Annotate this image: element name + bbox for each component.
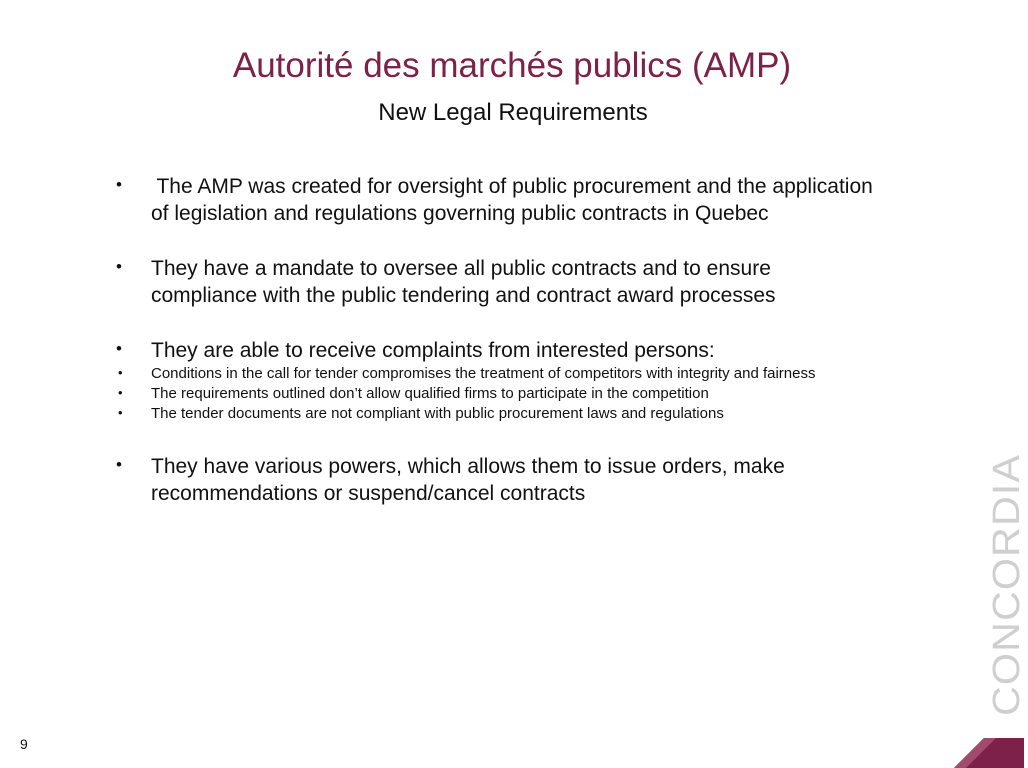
bullet-text: [151, 453, 785, 507]
bullet-text: [151, 255, 776, 309]
bullet-line: of legislation and regulations governing public contracts in Quebec: [151, 202, 769, 225]
bullet-marker: •: [116, 257, 122, 276]
slide-title: Autorité des marchés publics (AMP): [232, 46, 792, 85]
bullet-line: compliance with the public tendering and contract award processes: [151, 284, 776, 307]
bullet-marker: •: [118, 405, 123, 420]
bullet-line: They are able to receive complaints from interested persons:: [151, 339, 715, 362]
bullet-text: The tender documents are not compliant with public procurement laws and regulations: [151, 405, 724, 422]
bullet-line: recommendations or suspend/cancel contracts: [151, 482, 586, 505]
corner-accent-shape: [954, 738, 1024, 768]
bullet-text: [151, 337, 715, 364]
bullet-marker: •: [118, 365, 123, 380]
page-number: 9: [20, 736, 28, 752]
wordmark-text: CONCORDIA: [986, 474, 1028, 716]
bullet-marker: •: [116, 339, 122, 358]
bullet-line: They have various powers, which allows them to issue orders, make: [151, 455, 785, 478]
concordia-wordmark-logo: [988, 452, 1028, 716]
slide-subtitle: New Legal Requirements: [378, 99, 648, 126]
bullet-line: The AMP was created for oversight of public procurement and the application: [151, 175, 873, 198]
bullet-marker: •: [116, 455, 122, 474]
bullet-text: [151, 173, 873, 227]
bullet-text: The requirements outlined don’t allow qualified firms to participate in the competition: [151, 385, 709, 402]
bullet-marker: •: [118, 385, 123, 400]
bullet-text: Conditions in the call for tender compromises the treatment of competitors with integrity and fairness: [151, 365, 816, 382]
bullet-line: They have a mandate to oversee all public contracts and to ensure: [151, 257, 771, 280]
bullet-marker: •: [116, 175, 122, 194]
